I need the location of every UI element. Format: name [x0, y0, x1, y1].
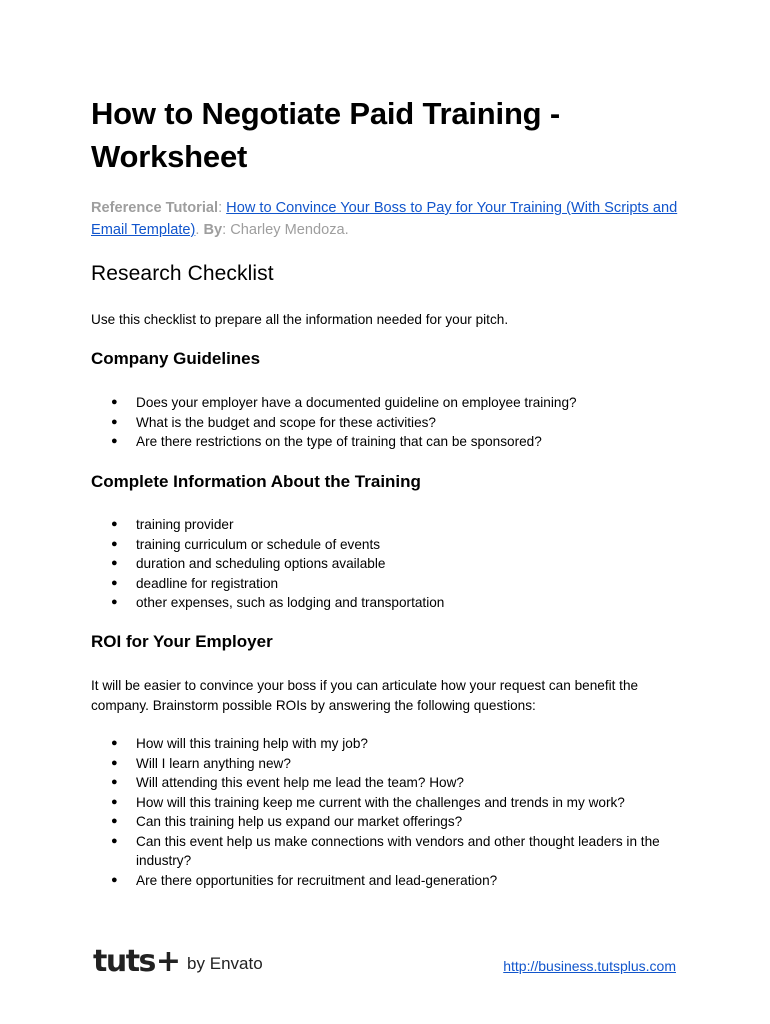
roi-intro: It will be easier to convince your boss if you can articulate how your request can benefit the company. Brainstorm possible ROIs by answering the following questions:: [91, 678, 639, 713]
bullet-icon: ●: [111, 576, 118, 589]
roi-heading: ROI for Your Employer: [91, 632, 273, 651]
logo-byline: by Envato: [187, 954, 263, 973]
list-item: ● Will attending this event help me lead the team? How?: [91, 773, 681, 793]
bullet-icon: ●: [111, 776, 118, 788]
list-item: ● Can this event help us make connections with vendors and other thought leaders in the industry?: [111, 833, 660, 868]
bullet-icon: ●: [111, 557, 118, 569]
footer-url-link[interactable]: http://business.tutsplus.com: [503, 958, 676, 974]
bullet-icon: ●: [111, 795, 118, 808]
bullet-icon: ●: [111, 834, 118, 847]
list-item: ● Does your employer have a documented guideline on employee training?: [91, 393, 681, 413]
bullet-icon: ●: [111, 737, 118, 749]
page-title: How to Negotiate Paid Training - Worksheet: [91, 96, 560, 174]
bullet-icon: ●: [111, 596, 118, 608]
list-item: ● training provider: [91, 515, 681, 535]
list-item: ● How will this training help with my job?: [91, 734, 681, 754]
list-item: ● What is the budget and scope for these activities?: [91, 413, 681, 433]
bullet-icon: ●: [111, 396, 118, 408]
training-list: [91, 515, 681, 613]
logo-plus-icon: +: [155, 944, 182, 979]
bullet-icon: ●: [111, 537, 118, 550]
list-item: ● deadline for registration: [91, 574, 681, 594]
list-item: ● Are there restrictions on the type of training that can be sponsored?: [91, 432, 681, 452]
reference-line: Reference Tutorial: How to Convince Your Boss to Pay for Your Training (With Scripts and Email Template). By: Charley Mendoza.: [91, 200, 678, 238]
list-item: ● Can this training help us expand our market offerings?: [91, 812, 681, 832]
bullet-icon: ●: [111, 815, 118, 827]
tutorial-link[interactable]: How to Convince Your Boss to Pay for Your Training (With Scripts and Email Template): [91, 200, 678, 238]
bullet-icon: ●: [111, 435, 118, 447]
company-heading: Company Guidelines: [91, 349, 261, 368]
list-item: ● How will this training keep me current with the challenges and trends in my work?: [91, 793, 681, 813]
list-item: ● training curriculum or schedule of events: [91, 535, 681, 555]
research-intro: Use this checklist to prepare all the information needed for your pitch.: [91, 312, 509, 327]
research-heading: Research Checklist: [91, 262, 274, 285]
list-item: ● Will I learn anything new?: [91, 754, 681, 774]
tuts-envato-logo: [93, 945, 263, 977]
bullet-icon: ●: [111, 873, 118, 886]
list-item: ● Are there opportunities for recruitment and lead-generation?: [91, 871, 681, 891]
list-item: ● other expenses, such as lodging and transportation: [91, 593, 681, 613]
bullet-icon: ●: [111, 756, 118, 769]
bullet-icon: ●: [111, 415, 118, 428]
bullet-icon: ●: [111, 518, 118, 530]
reference-label: Reference Tutorial: [91, 200, 219, 216]
list-item: ● duration and scheduling options available: [91, 554, 681, 574]
roi-list: [91, 734, 681, 890]
by-label: By: [203, 222, 223, 238]
training-heading: Complete Information About the Training: [91, 472, 421, 491]
logo-wordmark: tuts: [93, 944, 155, 979]
author-name: Charley Mendoza.: [230, 222, 349, 238]
company-list: [91, 393, 681, 452]
